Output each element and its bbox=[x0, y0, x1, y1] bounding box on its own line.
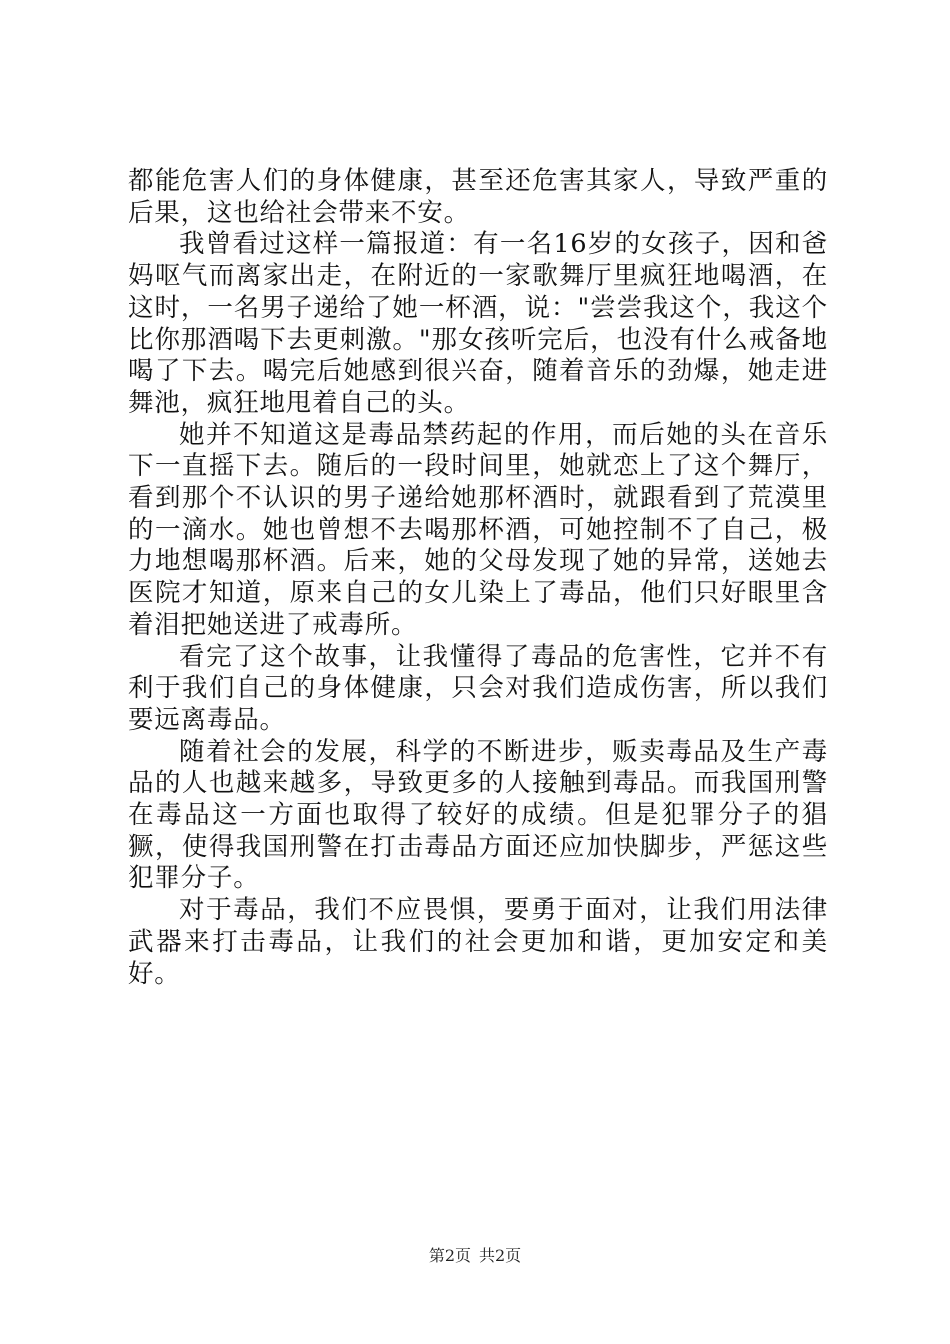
page-total: 共2页 bbox=[479, 1246, 522, 1265]
page-number: 第2页 bbox=[428, 1246, 471, 1265]
document-body bbox=[128, 166, 828, 990]
paragraph-4: 看完了这个故事，让我懂得了毒品的危害性，它并不有利于我们自己的身体健康，只会对我们造成伤害，所以我们要远离毒品。 bbox=[128, 641, 828, 735]
paragraph-6: 对于毒品，我们不应畏惧，要勇于面对，让我们用法律武器来打击毒品，让我们的社会更加和谐，更加安定和美好。 bbox=[128, 895, 828, 989]
paragraph-2: 我曾看过这样一篇报道：有一名16岁的女孩子，因和爸妈呕气而离家出走，在附近的一家歌舞厅里疯狂地喝酒，在这时，一名男子递给了她一杯酒，说："尝尝我这个，我这个比你那酒喝下去更刺激。"那女孩听完后，也没有什么戒备地喝了下去。喝完后她感到很兴奋，随着音乐的劲爆，她走进舞池，疯狂地甩着自己的头。 bbox=[128, 229, 828, 418]
paragraph-1: 都能危害人们的身体健康，甚至还危害其家人，导致严重的后果，这也给社会带来不安。 bbox=[128, 166, 828, 228]
page-footer bbox=[0, 1246, 950, 1266]
paragraph-5: 随着社会的发展，科学的不断进步，贩卖毒品及生产毒品的人也越来越多，导致更多的人接触到毒品。而我国刑警在毒品这一方面也取得了较好的成绩。但是犯罪分子的猖獗，使得我国刑警在打击毒品方面还应加快脚步，严惩这些犯罪分子。 bbox=[128, 736, 828, 894]
paragraph-3: 她并不知道这是毒品禁药起的作用，而后她的头在音乐下一直摇下去。随后的一段时间里，她就恋上了这个舞厅，看到那个不认识的男子递给她那杯酒时，就跟看到了荒漠里的一滴水。她也曾想不去喝那杯酒，可她控制不了自己，极力地想喝那杯酒。后来，她的父母发现了她的异常，送她去医院才知道，原来自己的女儿染上了毒品，他们只好眼里含着泪把她送进了戒毒所。 bbox=[128, 419, 828, 640]
